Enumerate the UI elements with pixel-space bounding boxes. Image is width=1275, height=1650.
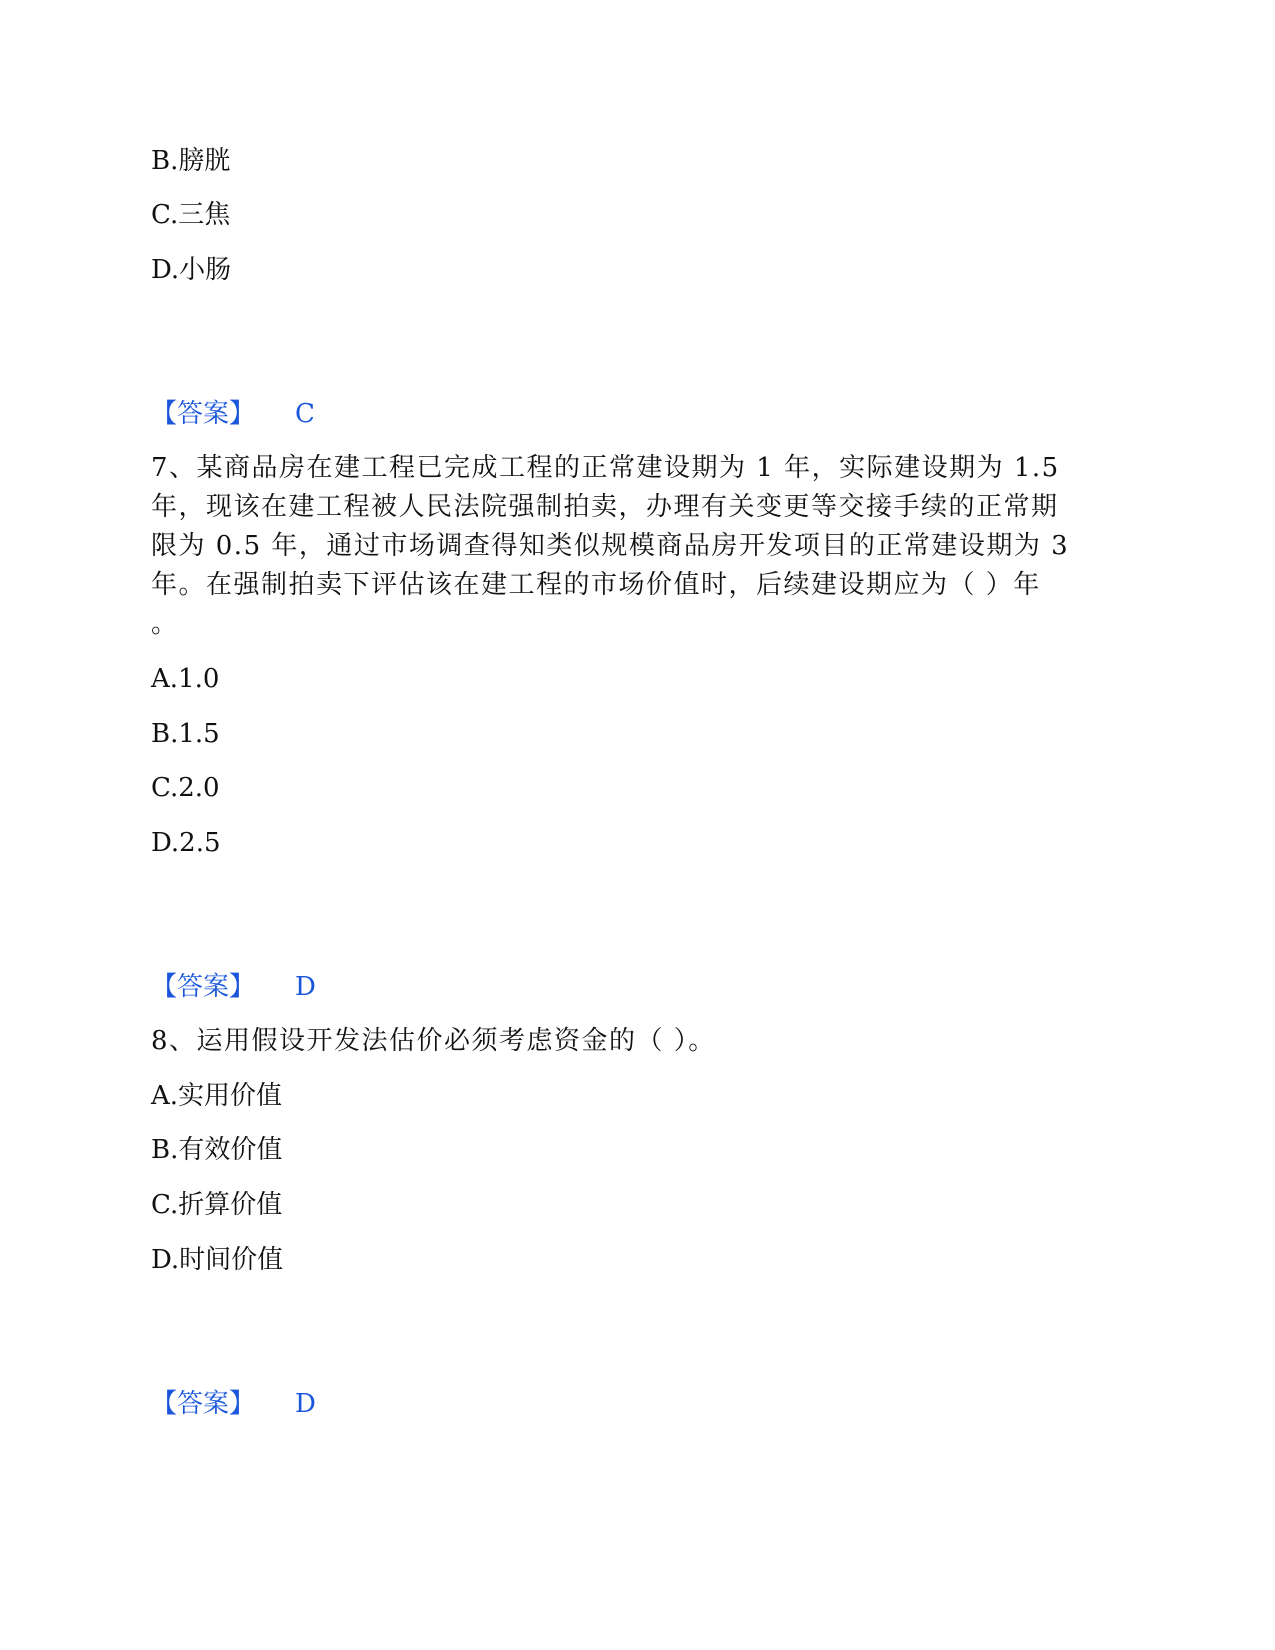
answer-label: 【答案】 <box>151 399 256 429</box>
question-7-text <box>151 449 1131 644</box>
option-c: C.2.0 <box>151 773 220 803</box>
answer-label: 【答案】 <box>151 1389 256 1419</box>
question-line: 年。在强制拍卖下评估该在建工程的市场价值时，后续建设期应为（ ）年 <box>151 570 1041 600</box>
option-b: B.膀胱 <box>151 146 231 176</box>
option-b: B.有效价值 <box>151 1135 283 1165</box>
question-line: 年，现该在建工程被人民法院强制拍卖，办理有关变更等交接手续的正常期 <box>151 492 1059 522</box>
option-a: A.1.0 <box>151 664 220 694</box>
answer-value: D <box>295 972 316 1002</box>
option-a: A.实用价值 <box>151 1081 283 1111</box>
option-b: B.1.5 <box>151 719 220 749</box>
option-d: D.小肠 <box>151 255 232 285</box>
answer-row <box>151 1386 316 1422</box>
answer-row <box>151 396 315 432</box>
option-d: D.时间价值 <box>151 1245 284 1275</box>
answer-row <box>151 969 316 1005</box>
question-line: 7、某商品房在建工程已完成工程的正常建设期为 1 年，实际建设期为 1.5 <box>151 453 1060 483</box>
question-line: 限为 0.5 年，通过市场调查得知类似规模商品房开发项目的正常建设期为 3 <box>151 531 1070 561</box>
option-c: C.折算价值 <box>151 1190 283 1220</box>
option-d: D.2.5 <box>151 828 221 858</box>
answer-value: D <box>295 1389 316 1419</box>
option-c: C.三焦 <box>151 200 231 230</box>
question-8-text: 8、运用假设开发法估价必须考虑资金的（ ）。 <box>151 1026 716 1056</box>
question-line: 。 <box>151 609 179 639</box>
answer-value: C <box>295 399 315 429</box>
answer-label: 【答案】 <box>151 972 256 1002</box>
